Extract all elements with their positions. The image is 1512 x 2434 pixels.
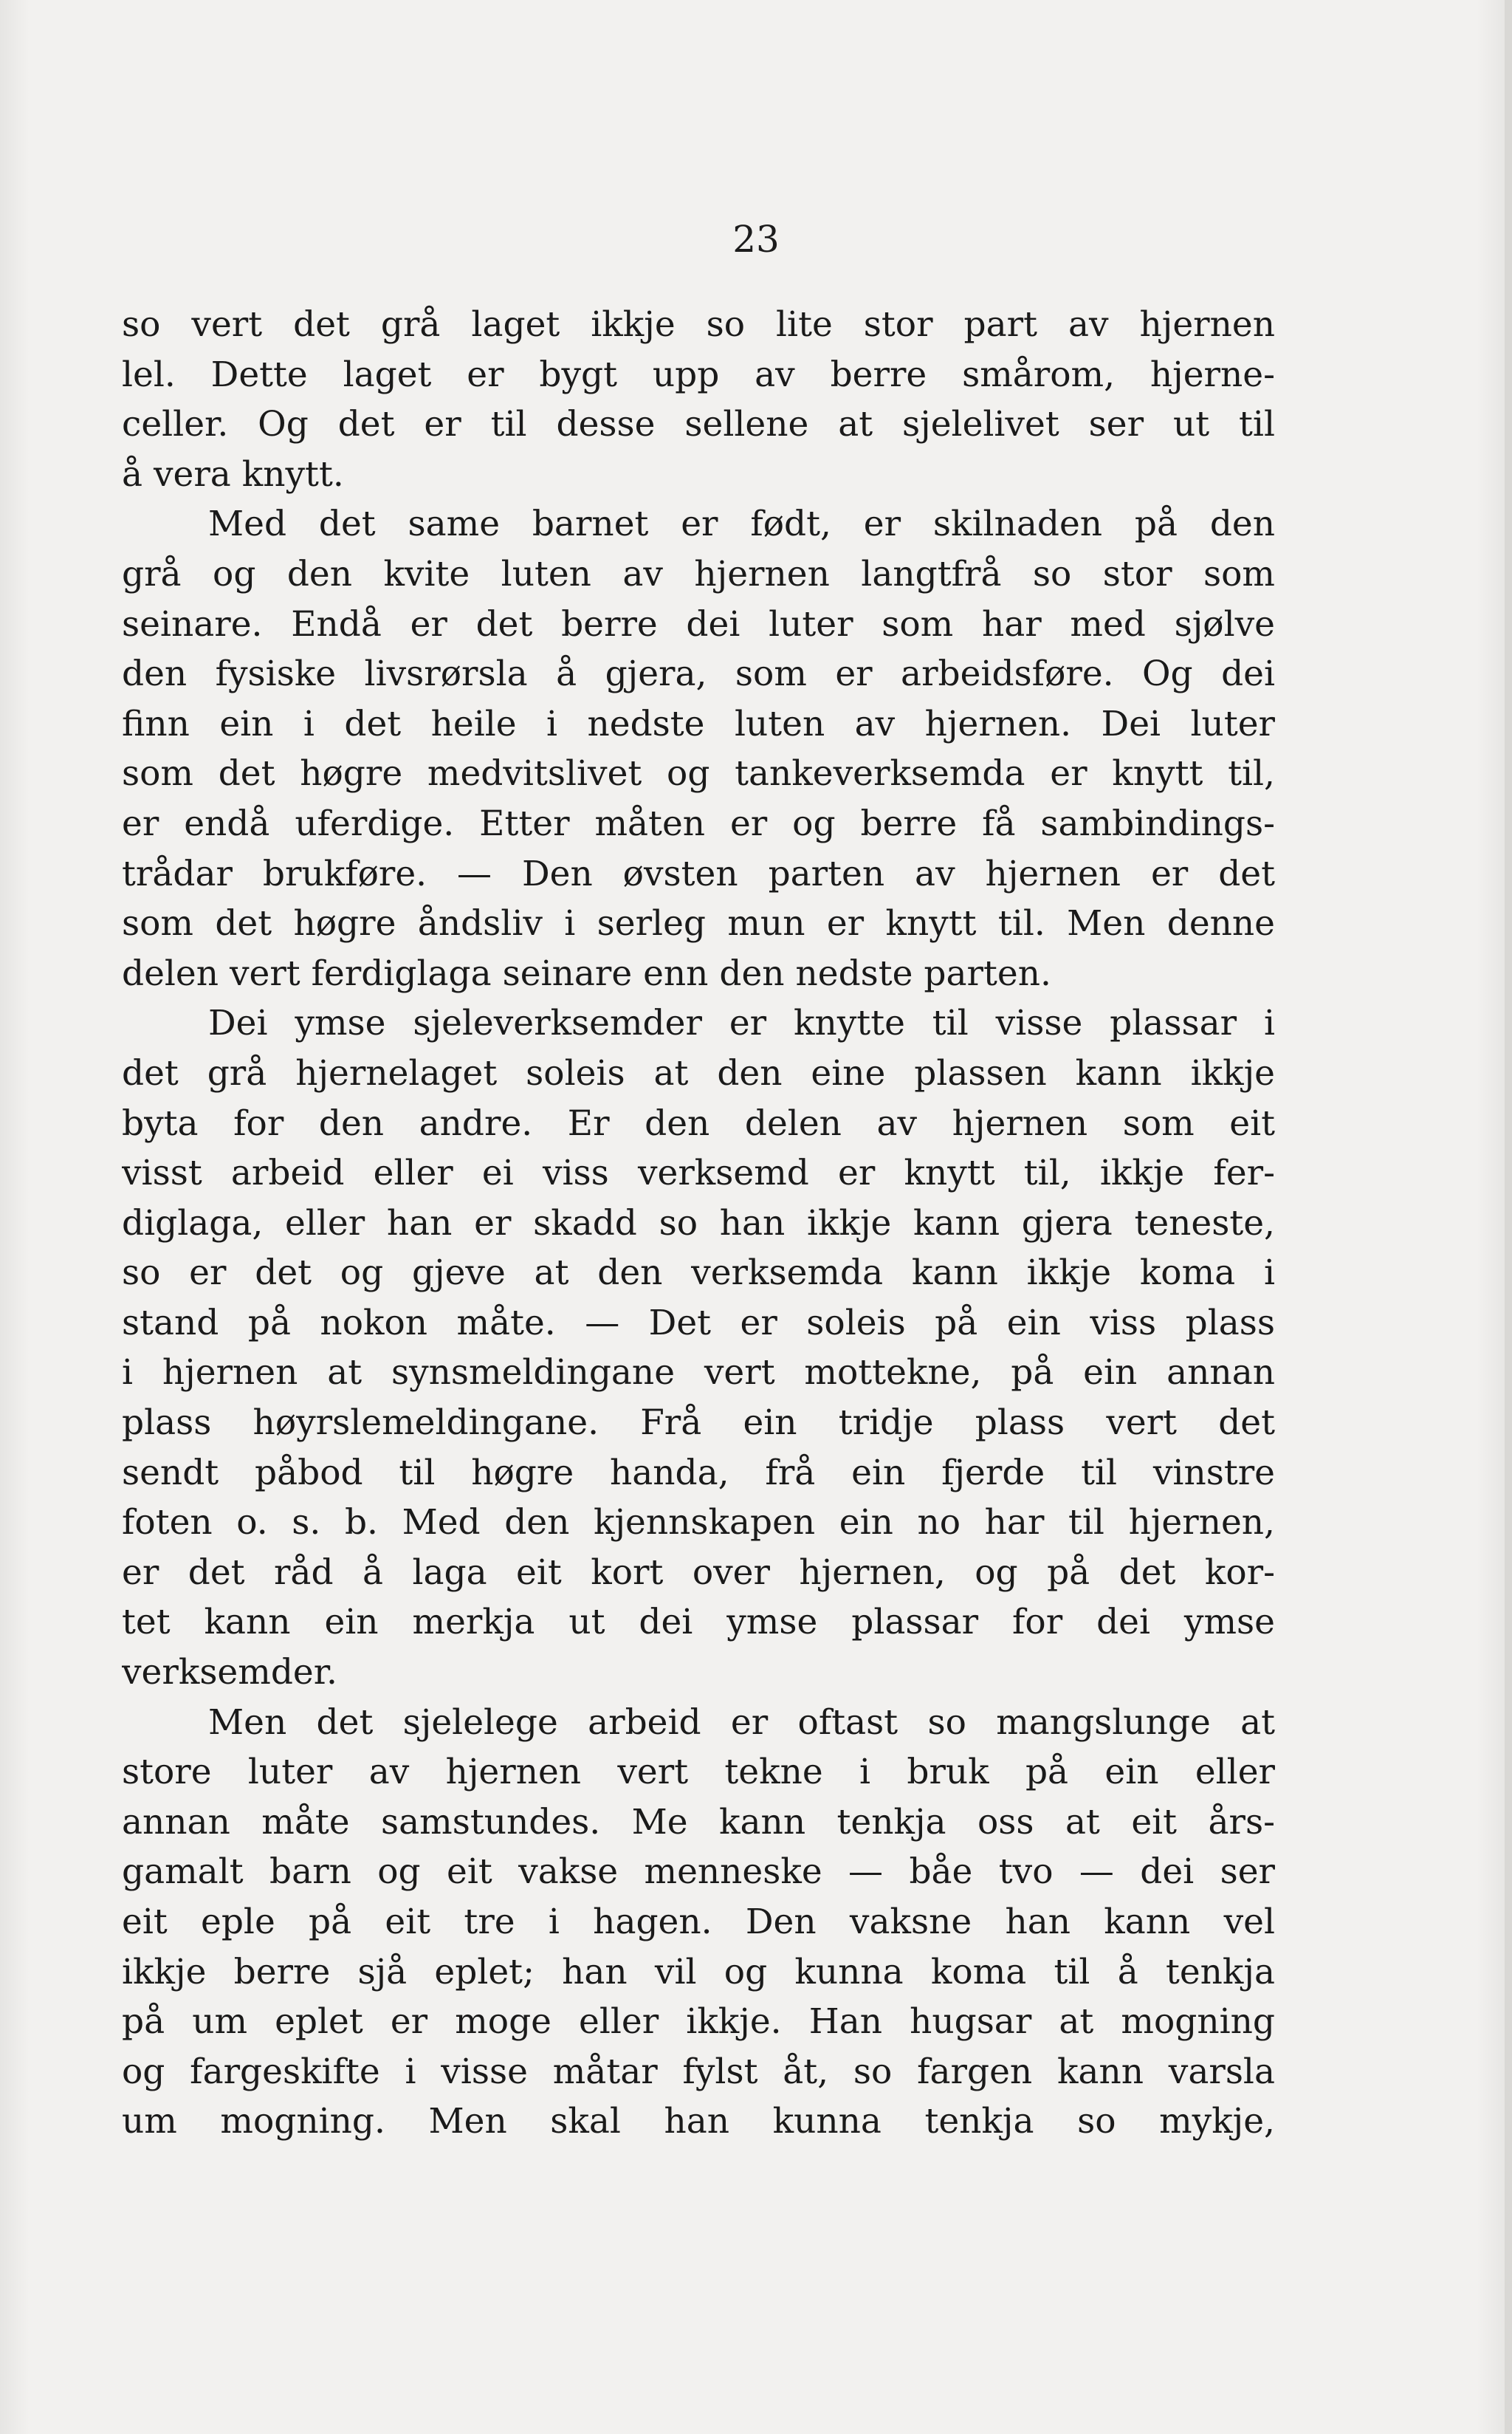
text-line: på um eplet er moge eller ikkje. Han hugsar at mogning xyxy=(122,2001,1275,2043)
text-line: i hjernen at synsmeldingane vert mottekne, på ein annan xyxy=(122,1352,1275,1393)
text-line: lel. Dette laget er bygt upp av berre smårom, hjerne- xyxy=(122,354,1275,395)
text-line: um mogning. Men skal han kunna tenkja so mykje, xyxy=(122,2101,1275,2142)
text-line: annan måte samstundes. Me kann tenkja oss at eit års- xyxy=(122,1801,1275,1842)
text-line: verksemder. xyxy=(122,1652,337,1693)
text-line: trådar brukføre. — Den øvsten parten av hjernen er det xyxy=(122,853,1275,894)
text-line: so vert det grå laget ikkje so lite stor part av hjernen xyxy=(122,304,1275,345)
text-line: eit eple på eit tre i hagen. Den vaksne han kann vel xyxy=(122,1902,1275,1942)
text-line: Men det sjelelege arbeid er oftast so mangslunge at xyxy=(208,1701,1275,1743)
text-line: og fargeskifte i visse måtar fylst åt, so fargen kann varsla xyxy=(122,2051,1275,2092)
paragraph xyxy=(122,1698,1275,2147)
text-line: som det høgre åndsliv i serleg mun er knytt til. Men denne xyxy=(122,903,1275,945)
text-line: byta for den andre. Er den delen av hjernen som eit xyxy=(122,1103,1275,1144)
text-line: den fysiske livsrørsla å gjera, som er arbeidsføre. Og dei xyxy=(122,654,1275,695)
text-line: store luter av hjernen vert tekne i bruk på ein eller xyxy=(122,1752,1275,1793)
text-line: foten o. s. b. Med den kjennskapen ein no har til hjernen, xyxy=(122,1502,1275,1543)
body-text xyxy=(122,300,1275,2147)
text-line: plass høyrslemeldingane. Frå ein tridje plass vert det xyxy=(122,1402,1275,1444)
text-line: delen vert ferdiglaga seinare enn den nedste parten. xyxy=(122,953,1051,994)
page-number: 23 xyxy=(732,218,780,261)
text-line: å vera knytt. xyxy=(122,453,344,495)
text-line: det grå hjernelaget soleis at den eine plassen kann ikkje xyxy=(122,1052,1275,1094)
text-line: ikkje berre sjå eplet; han vil og kunna koma til å tenkja xyxy=(122,1951,1275,1992)
paragraph xyxy=(122,499,1275,998)
page-edge xyxy=(1505,0,1512,2434)
text-line: finn ein i det heile i nedste luten av hjernen. Dei luter xyxy=(122,703,1275,744)
paragraph xyxy=(122,998,1275,1697)
text-line: grå og den kvite luten av hjernen langtfrå so stor som xyxy=(122,553,1275,594)
text-line: visst arbeid eller ei viss verksemd er knytt til, ikkje fer- xyxy=(122,1153,1275,1194)
paragraph xyxy=(122,300,1275,499)
text-line: gamalt barn og eit vakse menneske — båe tvo — dei ser xyxy=(122,1851,1275,1893)
text-line: seinare. Endå er det berre dei luter som har med sjølve xyxy=(122,603,1275,645)
text-line: so er det og gjeve at den verksemda kann ikkje koma i xyxy=(122,1252,1275,1294)
text-line: Med det same barnet er født, er skilnaden på den xyxy=(208,504,1275,545)
text-line: sendt påbod til høgre handa, frå ein fjerde til vinstre xyxy=(122,1452,1275,1493)
text-line: diglaga, eller han er skadd so han ikkje kann gjera teneste, xyxy=(122,1202,1275,1244)
text-line: stand på nokon måte. — Det er soleis på ein viss plass xyxy=(122,1302,1275,1343)
text-line: er endå uferdige. Etter måten er og berre få sambindings- xyxy=(122,803,1275,844)
text-line: som det høgre medvitslivet og tankeverksemda er knytt til, xyxy=(122,753,1275,795)
text-line: celler. Og det er til desse sellene at sjelelivet ser ut til xyxy=(122,404,1275,445)
text-line: tet kann ein merkja ut dei ymse plassar for dei ymse xyxy=(122,1602,1275,1643)
text-line: Dei ymse sjeleverksemder er knytte til visse plassar i xyxy=(208,1003,1275,1044)
text-line: er det råd å laga eit kort over hjernen, og på det kor- xyxy=(122,1552,1275,1593)
